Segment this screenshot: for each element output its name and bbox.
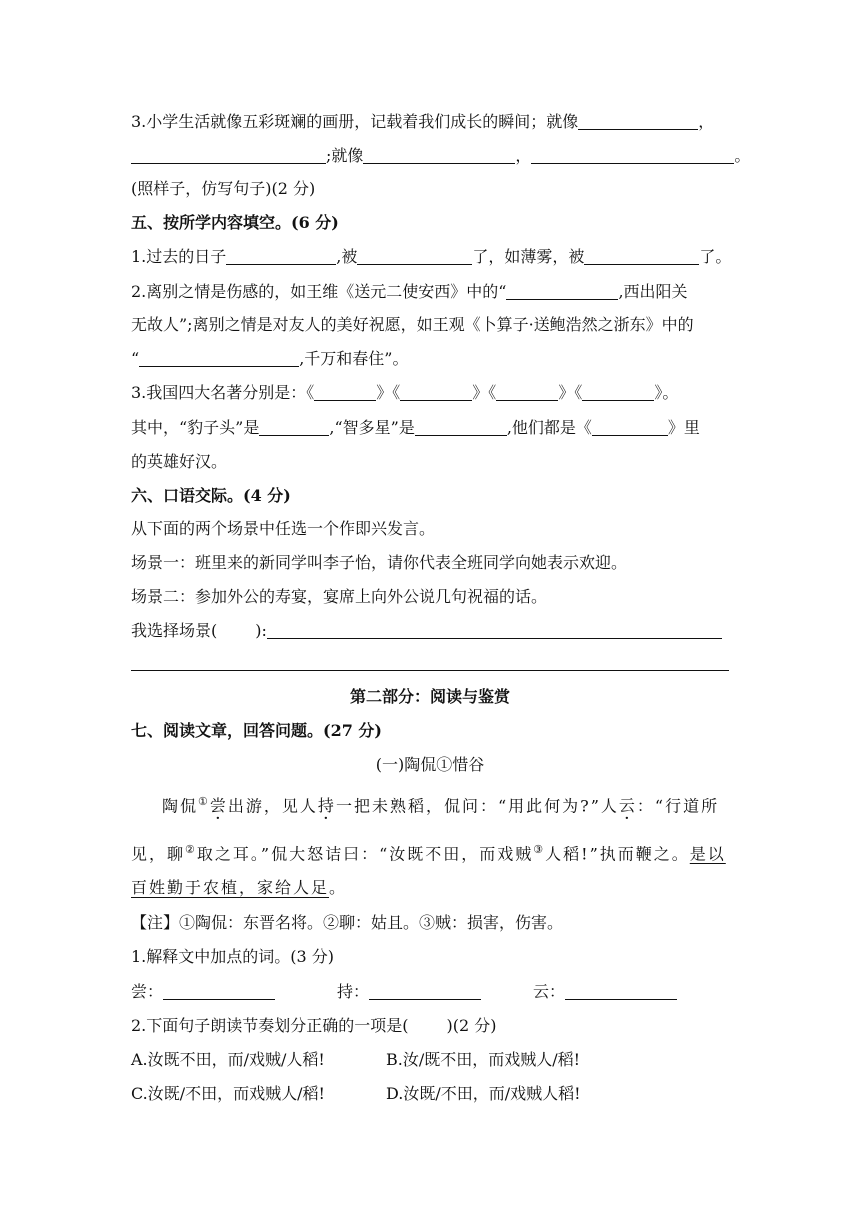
section5-title: 五、按所学内容填空。(6 分) [131,213,339,232]
q-text: 3.我国四大名著分别是：《 [131,383,315,402]
q-text: ,他们都是《 [506,418,592,437]
q-text: 了，如薄雾，被 [472,247,585,266]
q-text: 了。 [699,247,732,266]
punct: ， [698,112,715,131]
q-text: 云： [533,982,566,1001]
answer-line[interactable] [131,670,729,671]
passage-note: 【注】①陶侃：东晋名将。②聊：姑且。③贼：损害，伤害。 [131,913,564,932]
q-text: 尝： [131,982,164,1001]
sec5-q3-line1 [131,381,678,405]
q-text: ,西出阳关 [618,282,688,301]
answer-blank[interactable] [531,147,734,164]
answer-blank[interactable] [226,248,336,265]
dotted-word: 持 [317,796,336,816]
answer-blank[interactable] [400,384,472,401]
q-text: 》里 [667,418,700,437]
sec6-scene2: 场景二：参加外公的寿宴，宴席上向外公说几句祝福的话。 [131,587,548,606]
sec5-q3-line3: 的英雄好汉。 [131,452,228,471]
punct: 。 [734,146,751,165]
answer-blank[interactable] [259,419,329,436]
q-text: )(2 分) [446,1016,497,1035]
q3-line3: (照样子，仿写句子)(2 分) [131,179,316,198]
answer-blank[interactable] [565,983,677,1000]
passage-text: 取之耳。”侃大怒诘曰：“汝既不田，而戏贼 [196,844,534,864]
q-text: 1.过去的日子 [131,247,227,266]
passage-text: 一把未熟稻，侃问：“用此何为?”人 [335,796,619,816]
q-text: ): [255,621,267,640]
q-text: 》《 [558,383,583,402]
sec7-q1-answers [131,980,677,1004]
q-text: 持： [337,982,370,1001]
dotted-word: 云 [618,796,637,816]
q-text: ,“智多星”是 [329,418,415,437]
footnote-marker: ① [198,795,210,808]
sec5-q2-line2: 无故人”;离别之情是对友人的美好祝愿，如王观《卜算子·送鲍浩然之浙东》中的 [131,315,694,334]
option-d[interactable]: D.汝既/不田，而/戏贼人稻! [386,1084,581,1103]
footnote-marker: ② [185,843,197,856]
answer-blank[interactable] [592,419,668,436]
passage-line3 [131,876,347,900]
passage-text: ：“行道所 [636,796,720,816]
q-text: 我选择场景( [131,621,218,640]
q-text: 》。 [654,383,679,402]
answer-blank[interactable] [131,147,326,164]
passage-text: 见，聊 [131,844,186,864]
sec7-q1: 1.解释文中加点的词。(3 分) [131,947,335,966]
answer-blank[interactable] [363,147,515,164]
sec5-q1 [131,245,731,269]
answer-blank[interactable] [314,384,376,401]
passage-line1 [162,790,719,818]
q-text: 2.离别之情是伤感的，如王维《送元二使安西》中的“ [131,282,507,301]
q3-line2 [131,144,750,168]
dotted-word: 尝 [209,796,228,816]
sec6-scene1: 场景一：班里来的新同学叫李子怡，请你代表全班同学向她表示欢迎。 [131,553,628,572]
q-text: ,千万和春住”。 [299,349,409,368]
part2-title: 第二部分：阅读与鉴赏 [349,687,510,706]
answer-blank[interactable] [139,350,299,367]
passage-title: (一)陶侃①惜谷 [375,755,485,774]
q-text: 其中，“豹子头”是 [131,418,260,437]
option-a[interactable]: A.汝既不田，而/戏贼/人稻! [131,1050,325,1069]
sec6-intro: 从下面的两个场景中任选一个作即兴发言。 [131,519,436,538]
answer-blank[interactable] [267,622,722,639]
answer-blank[interactable] [584,248,699,265]
answer-blank[interactable] [163,983,275,1000]
q3-text: ;就像 [326,146,364,165]
footnote-marker: ③ [533,843,546,856]
underlined-sentence: 百姓勤于农植，家给人足 [131,878,330,897]
q-text: 2.下面句子朗读节奏划分正确的一项是( [131,1016,409,1035]
answer-blank[interactable] [578,113,698,130]
answer-blank[interactable] [506,283,618,300]
punct: ， [515,146,532,165]
passage-text: 出游，见人 [227,796,318,816]
answer-blank[interactable] [369,983,481,1000]
section6-title: 六、口语交际。(4 分) [131,486,291,505]
q-text: 》《 [472,383,497,402]
passage-text: 。 [329,878,348,897]
sec5-q2-line1 [131,280,688,304]
q3-line1 [131,110,714,134]
section7-title: 七、阅读文章，回答问题。(27 分) [131,721,382,740]
answer-blank[interactable] [496,384,558,401]
passage-line2 [131,838,726,866]
answer-blank[interactable] [357,248,472,265]
sec5-q3-line2 [131,416,700,440]
q-text: “ [131,349,140,368]
q3-text: 3.小学生活就像五彩斑斓的画册，记载着我们成长的瞬间；就像 [131,112,579,131]
answer-blank[interactable] [415,419,507,436]
sec7-q2 [131,1014,497,1038]
q-text: 》《 [376,383,401,402]
q-text: ,被 [336,247,358,266]
passage-text: 陶侃 [162,796,199,816]
passage-text: 人稻!”执而鞭之。 [545,844,690,864]
option-b[interactable]: B.汝/既不田，而戏贼人/稻! [386,1050,581,1069]
answer-blank[interactable] [582,384,654,401]
underlined-sentence: 是以 [689,844,726,864]
sec6-choose [131,619,722,643]
option-c[interactable]: C.汝既/不田，而戏贼人/稻! [131,1084,325,1103]
sec5-q2-line3 [131,347,408,371]
